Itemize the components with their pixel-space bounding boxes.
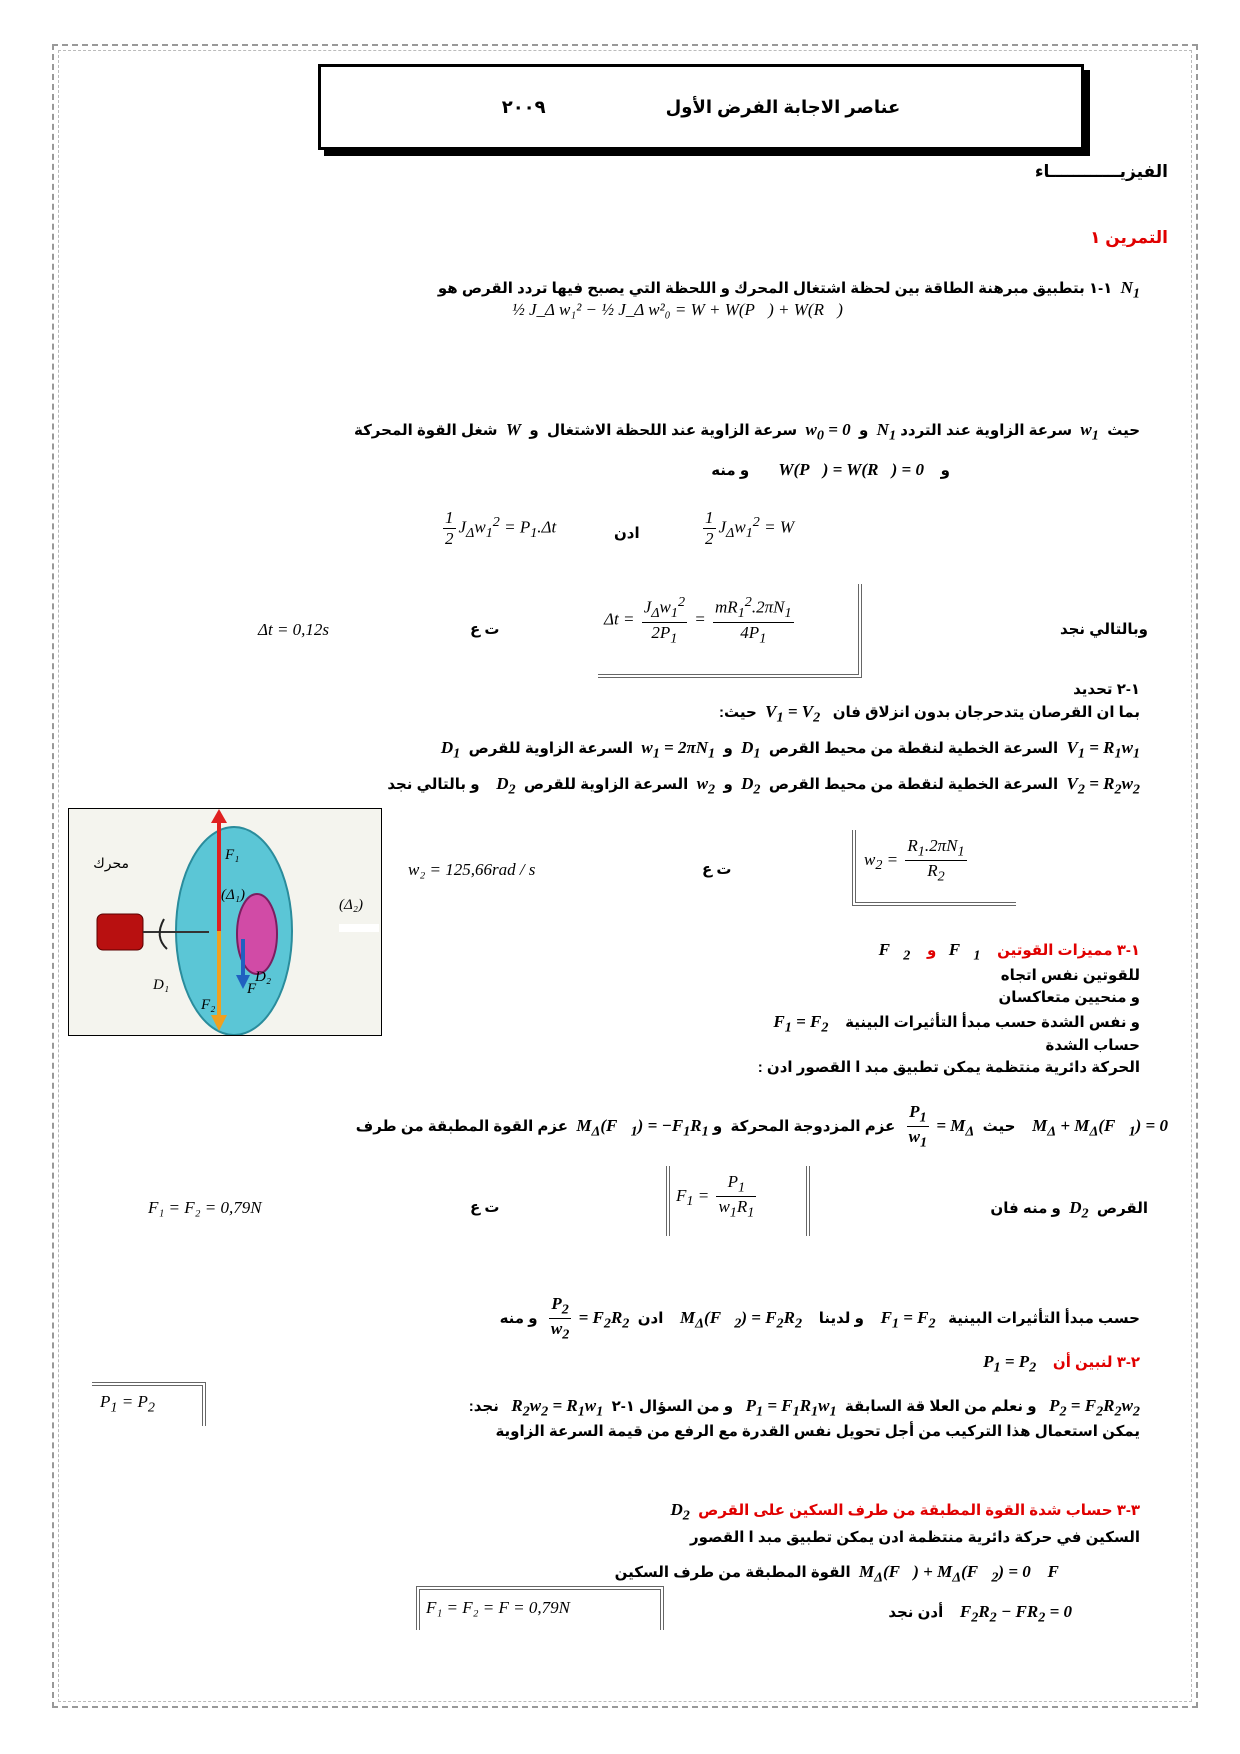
p-equal: $P_1 = P_2$ — [100, 1392, 155, 1416]
delta2-label: (Δ₂) — [339, 897, 364, 913]
f1-formula: $F_1$ = $\frac{P_1}{w_1R_1}$ — [676, 1172, 755, 1221]
w2-result: w₂ = 125,66rad / s — [408, 860, 536, 879]
q13-line1: للقوتين نفس اتجاه — [1000, 967, 1140, 984]
q33-head: ٣-٣ حساب شدة القوة المطبقة من طرف السكين على القرص $D_2$ — [670, 1500, 1140, 1524]
q33-line3: $F_2R_2 - FR_2 = 0$ أدن نجد — [888, 1602, 1072, 1626]
exercise-title: التمرين ١ — [1090, 228, 1168, 247]
q11-statement: $N_1$ ١-١ بتطبيق مبرهنة الطاقة بين لحظة اشتغال المحرك و اللحظة التي يصبح فيها تردد القرص هو — [437, 278, 1140, 302]
kinetic-equation: $\frac{1}{2}$ $J_\Delta w_1^2 = W$ — [705, 508, 794, 548]
disks-figure — [68, 808, 382, 1036]
q13-line3: و نفس الشدة حسب مبدأ التأثيرات البينية $F_1 = F_2$ — [773, 1012, 1140, 1036]
page-title: عناصر الاجابة الفرض الأول — [665, 96, 901, 117]
q11-definitions: حيث $w_1$ سرعة الزاوية عند التردد $N_1$ و $w_0 = 0$ سرعة الزاوية عند اللحظة الاشتغال و W شغل القوة المحركة — [353, 420, 1140, 444]
delta-t-formula: Δt = $\frac{J_\Delta w_1^2}{2P_1}$ = $\frac{mR_1^2.2\pi N_1}{4P_1}$ — [604, 594, 792, 647]
q13-line4: حساب الشدة — [1045, 1037, 1140, 1054]
motor-label: محرك — [93, 855, 129, 871]
q12-line1: بما ان القرصان يتدحرجان بدون انزلاق فان $V_1 = V_2$ حيث: — [719, 702, 1140, 726]
result-label: وبالتالي نجد — [1059, 621, 1148, 638]
f-label: F — [247, 981, 257, 997]
q13-line8: حسب مبدأ التأثيرات البينية $F_1 = F_2$ و لدينا $M_\Delta(F⃗_2) = F_2R_2$ ادن $F_2R_2$ = $\frac{P_2}{w_2}$ و منه — [499, 1294, 1140, 1343]
q33-line1: السكين في حركة دائرية منتظمة ادن يمكن تطبيق مبد ا القصور — [689, 1529, 1140, 1546]
q12-line2: $V_1 = R_1w_1$ السرعة الخطية لنقطة من محيط القرص $D_1$ و $w_1 = 2\pi N_1$ السرعة الزاوية للقرص $D_1$ — [440, 738, 1140, 762]
num-app-1: ت ع — [470, 621, 500, 638]
year: ٢٠٠٩ — [501, 96, 546, 117]
q23-line1: $P_2 = F_2R_2w_2$ و نعلم من العلا قة السابقة $P_1 = F_1R_1w_1$ و من السؤال ١-٢ $R_2w_2 = R_1w_1$ نجد: — [468, 1396, 1140, 1420]
q23-line2: يمكن استعمال هذا التركيب من أجل تحويل نفس القدرة مع الرفع من قيمة السرعة الزاوية — [495, 1423, 1140, 1440]
q23-head: ٢-٣ لنبين أن $P_1 = P_2$ — [983, 1352, 1140, 1376]
q11-work-zero: و W(P⃗) = W(R⃗) = 0 و منه — [711, 460, 950, 479]
energy-equation: ½ J_Δ w₁² − ½ J_Δ w²₀ = W + W(P⃗) + W(R⃗) — [512, 300, 843, 319]
delta1-label: (Δ₁) — [221, 887, 246, 903]
f2-label: F₂ — [201, 997, 216, 1013]
q13-line5: الحركة دائرية منتظمة يمكن تطبيق مبد ا القصور ادن : — [757, 1059, 1140, 1076]
q12-head: ١-٢ تحديد — [1073, 681, 1140, 698]
power-equation: $\frac{1}{2}$ $J_\Delta w_1^2 = P_1.\Delta t$ — [445, 508, 557, 548]
q13-line6: $M_\Delta$ + $M_\Delta(F⃗_1) = 0$ حيث $M_\Delta$ = $\frac{P_1}{w_1}$ عزم المزدوجة المحركة و $M_\Delta(F⃗_1) = -F_1R_1$ عزم القوة المطبقة من طرف — [355, 1102, 1168, 1151]
q13-head: ١-٣ مميزات القوتين $F⃗_1$ و $F⃗_2$ — [878, 940, 1140, 964]
then-label: ادن — [614, 525, 640, 542]
disks-diagram — [69, 809, 381, 1035]
q33-line2: $M_\Delta(F⃗)$ + $M_\Delta(F⃗_2) = 0$ F⃗ القوة المطبقة من طرف السكين — [614, 1562, 1072, 1586]
f-result: F₁ = F₂ = 0,79N — [148, 1198, 262, 1217]
title-box — [318, 64, 1084, 150]
num-app-3: ت ع — [470, 1199, 500, 1216]
delta-t-result: Δt = 0,12s — [258, 620, 330, 639]
d1-label: D₁ — [153, 977, 170, 993]
subject: الفيزيــــــــــــاء — [1034, 162, 1168, 181]
w2-formula: $w_2$ = $\frac{R_1.2\pi N_1}{R_2}$ — [864, 836, 965, 885]
q13-line7: القرص $D_2$ و منه فان — [990, 1198, 1148, 1222]
num-app-2: ت ع — [702, 861, 732, 878]
f1-label: F₁ — [225, 847, 240, 863]
d2-label: D₂ — [255, 969, 272, 985]
q13-line2: و منحيين متعاكسان — [998, 989, 1140, 1006]
final-result: F₁ = F₂ = F = 0,79N — [426, 1598, 570, 1617]
q12-line3: $V_2 = R_2w_2$ السرعة الخطية لنقطة من محيط القرص $D_2$ و $w_2$ السرعة الزاوية للقرص $D_2$ و بالتالي نجد — [387, 774, 1140, 798]
